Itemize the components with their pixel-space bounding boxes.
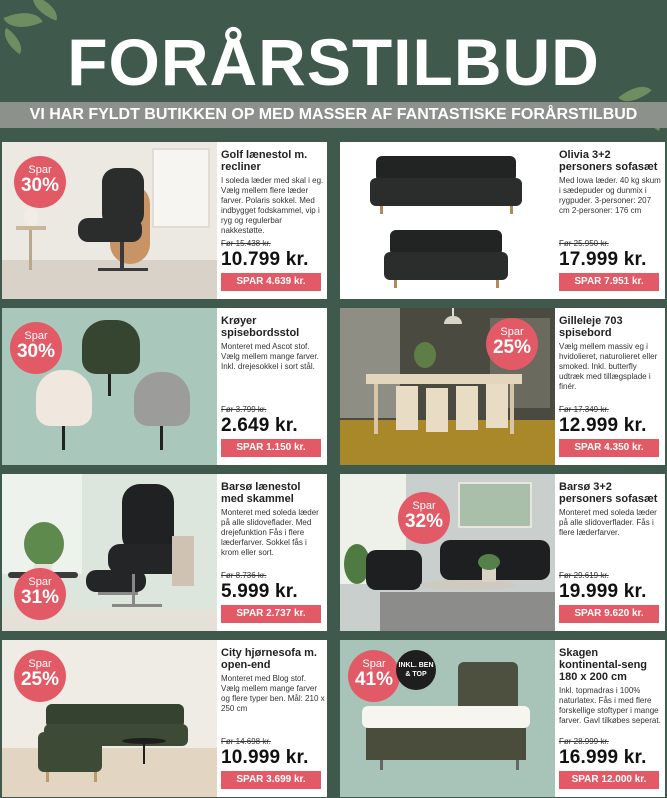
rug [380, 592, 555, 631]
product-info [221, 647, 325, 714]
included-badge: INKL. BEN & TOP [396, 650, 436, 690]
chair-green [82, 320, 140, 374]
price: 5.999 kr. [221, 581, 298, 602]
badge-percent: 25% [20, 669, 60, 690]
chair-cream [36, 370, 92, 426]
save-tag: SPAR 7.951 kr. [559, 273, 659, 291]
badge-label: Spar [362, 658, 386, 670]
window-decoration [340, 308, 400, 418]
product-name: Olivia 3+2 personers sofasæt [559, 149, 658, 173]
bed-base [366, 724, 526, 760]
save-tag: SPAR 1.150 kr. [221, 439, 321, 457]
old-price: Før 15.438 kr. [221, 239, 271, 248]
product-info [221, 315, 325, 372]
badge-percent: 32% [404, 511, 444, 532]
badge-label: Spar [28, 658, 52, 670]
product-name: Golf lænestol m. recliner [221, 149, 308, 173]
discount-badge [14, 156, 66, 208]
product-name: Skagen kontinental-seng 180 x 200 cm [559, 647, 648, 683]
product-name: Barsø lænestol med skammel [221, 481, 301, 505]
footstool [86, 570, 146, 592]
discount-badge [10, 322, 62, 374]
product-card-golf-laenestol[interactable] [2, 142, 327, 299]
save-tag: SPAR 2.737 kr. [221, 605, 321, 623]
product-info [559, 315, 663, 392]
old-price: Før 29.619 kr. [559, 571, 609, 580]
corner-sofa-chaise [38, 732, 102, 772]
wall-art [458, 482, 532, 528]
price: 2.649 kr. [221, 415, 298, 436]
old-price: Før 14.698 kr. [221, 737, 271, 746]
table-top [366, 374, 522, 384]
old-price: Før 17.349 kr. [559, 405, 609, 414]
price: 19.999 kr. [559, 581, 647, 602]
badge-label: Spar [24, 330, 48, 342]
header [0, 0, 667, 136]
product-description: Monteret med Blog stof. Vælg mellem mange farver og flere typer ben. Mål: 210 x 250 cm [221, 674, 325, 713]
price: 16.999 kr. [559, 747, 647, 768]
product-name: Gilleleje 703 spisebord [559, 315, 623, 339]
vase [24, 208, 38, 226]
discount-badge [486, 318, 538, 370]
badge-label: Spar [28, 164, 52, 176]
chair-grey [134, 372, 190, 426]
badge-percent: 30% [16, 341, 56, 362]
product-photo [340, 474, 555, 631]
bed-topper [362, 706, 530, 728]
product-info [559, 149, 663, 216]
product-card-skagen-kontinentalseng[interactable] [340, 640, 665, 797]
old-price: Før 25.950 kr. [559, 239, 609, 248]
coffee-table [420, 580, 516, 590]
product-card-city-hjornesofa[interactable] [2, 640, 327, 797]
dining-chair [456, 386, 478, 430]
product-name: Barsø 3+2 personers sofasæt [559, 481, 658, 505]
save-tag: SPAR 4.639 kr. [221, 273, 321, 291]
badge-percent: 41% [354, 669, 394, 690]
dining-chair [486, 384, 508, 428]
blanket [172, 536, 194, 586]
badge-percent: 25% [492, 337, 532, 358]
product-description: I soleda læder med skal i eg. Vælg mellem flere læder farver. Polaris sokkel. Med indbygget fodskammel, vip i ryg og regulerbar nakkestøtte. [221, 176, 324, 235]
discount-badge [14, 568, 66, 620]
page-title: FORÅRSTILBUD [67, 25, 600, 99]
dining-chair [426, 388, 448, 432]
product-description: Monteret med soleda læder på alle slidoveflader. Med drejefunktion Fås i flere læderfarver. Sokkel fås i krom eller sort. [221, 508, 319, 557]
page-subtitle: VI HAR FYLDT BUTIKKEN OP MED MASSER AF FANTASTISKE FORÅRSTILBUD [29, 106, 638, 123]
product-card-barso-laenestol[interactable] [2, 474, 327, 631]
product-description: Vælg mellem massiv eg i hvidolieret, naturolieret eller smoked. Inkl. butterfly udtræk med tillægsplade i finér. [559, 342, 658, 391]
product-photo [340, 142, 555, 299]
product-card-gilleleje-spisebord[interactable] [340, 308, 665, 465]
plant-vase [414, 342, 436, 368]
discount-badge [398, 492, 450, 544]
product-description: Med lowa læder. 40 kg skum i sædepuder og dunmix i rygpuder. 3-personer: 207 cm 2-personer: 176 cm [559, 176, 661, 215]
subtitle-bar [0, 102, 667, 128]
badge-label: Spar [500, 326, 524, 338]
price: 12.999 kr. [559, 415, 647, 436]
product-info [559, 481, 663, 538]
sofa-3-seat [370, 178, 522, 206]
save-tag: SPAR 4.350 kr. [559, 439, 659, 457]
price: 10.799 kr. [221, 249, 309, 270]
save-tag: SPAR 3.699 kr. [221, 771, 321, 789]
chair-seat [78, 218, 142, 242]
product-description: Monteret med soleda læder på alle slidoverflader. Fås i flere læderfarver. [559, 508, 657, 537]
sofa-armchair [366, 550, 422, 590]
old-price: Før 28.999 kr. [559, 737, 609, 746]
product-info [221, 481, 325, 558]
discount-badge [348, 650, 400, 702]
save-tag: SPAR 12.000 kr. [559, 771, 659, 789]
product-info [559, 647, 663, 726]
old-price: Før 3.799 kr. [221, 405, 267, 414]
window-decoration [152, 148, 210, 228]
discount-badge [14, 650, 66, 702]
product-description: Monteret med Ascot stof. Vælg mellem mange farver. Inkl. drejesokkel i sort stål. [221, 342, 319, 371]
product-card-olivia-sofasaet[interactable] [340, 142, 665, 299]
plant [24, 522, 64, 566]
product-name: Krøyer spisebordsstol [221, 315, 300, 339]
badge-label: Spar [412, 500, 436, 512]
price: 10.999 kr. [221, 747, 309, 768]
price: 17.999 kr. [559, 249, 647, 270]
sofa-2-seat [384, 252, 508, 280]
product-card-barso-sofasaet[interactable] [340, 474, 665, 631]
dining-chair [396, 386, 418, 430]
product-name: City hjørnesofa m. open-end [221, 647, 317, 671]
product-card-kroyer-spisebordsstol[interactable] [2, 308, 327, 465]
save-tag: SPAR 9.620 kr. [559, 605, 659, 623]
product-description: Inkl. topmadras i 100% naturlatex. Fås i med flere forskellige stoftyper i mange farver. Gavl tilkøbes seperat. [559, 686, 661, 725]
badge-label: Spar [28, 576, 52, 588]
old-price: Før 8.736 kr. [221, 571, 267, 580]
badge-percent: 30% [20, 175, 60, 196]
product-info [221, 149, 325, 236]
badge-percent: 31% [20, 587, 60, 608]
